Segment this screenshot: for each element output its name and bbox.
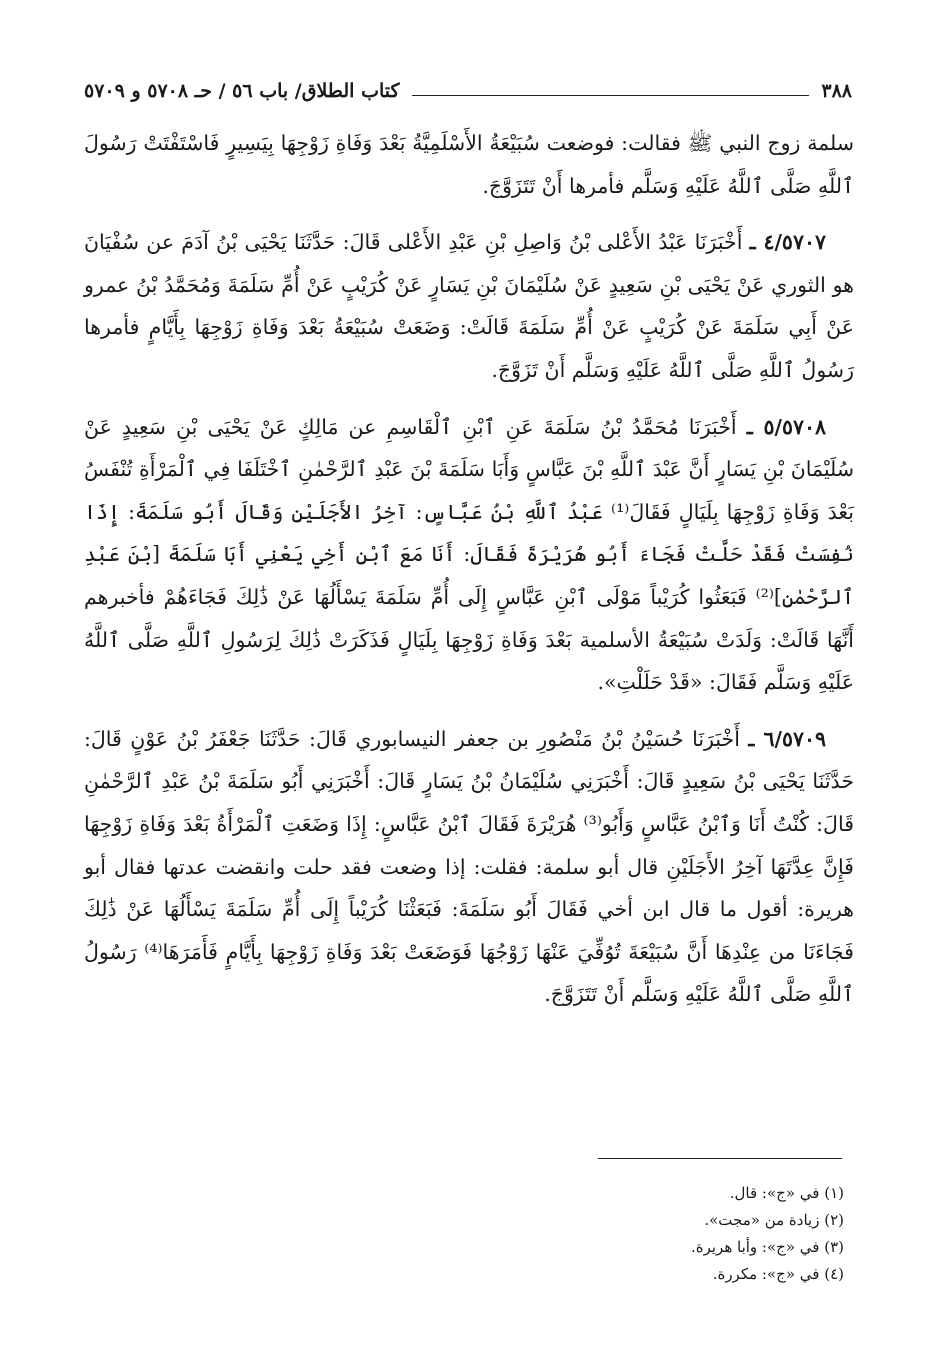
hadith-number: ٦/٥٧٠٩ ـ [748, 726, 826, 751]
hadith-number: ٤/٥٧٠٧ ـ [749, 230, 826, 255]
header-rule [412, 95, 810, 96]
paragraph-text: سلمة زوج النبي ﷺ فقالت: فوضعت سُبَيْعَةُ الأَسْلَمِيَّةُ بَعْدَ وَفَاةِ زَوْجِهَا بِيَسِيرٍ فَاسْتَفْتَتْ رَسُولَ ٱللَّهِ صَلَّى ٱللَّهُ عَلَيْهِ وَسَلَّم فأمرها أَنْ تَتَزَوَّجَ. [84, 131, 854, 198]
hadith-number: ٥/٥٧٠٨ ـ [746, 414, 826, 439]
footnote: (٢) زيادة من «مجت». [704, 1211, 844, 1229]
hadith-text: أَخْبَرَنَا مُحَمَّدُ بْنُ سَلَمَةَ عَنِ ٱبْنِ ٱلْقَاسِمِ عن مَالِكٍ عَنْ يَحْيَى بْنِ سَعِيدٍ عَنْ سُلَيْمَانَ بْنِ يَسَارٍ أَنَّ عَبْدَ ٱللَّهِ بْنَ عَبَّاسٍ وَأَبَا سَلَمَةَ بْنَ عَبْدِ ٱلرَّحْمٰنِ ٱخْتَلَفَا فِي ٱلْمَرْأَةِ تُنْفَسُ بَعْدَ وَفَاةِ زَوْجِهَا بِلَيَالٍ فَقَالَ⁽¹⁾ عَبْدُ ٱللَّهِ بْنُ عَبَّاسٍ: آخِرُ الأَجَلَيْنِ وَقَالَ أَبُو سَلَمَةَ: إِذَا نُفِسَتْ فَقَدْ حَلَّتْ فَجَاءَ أَبُو هُرَيْرَةَ فَقَالَ: أَنَا مَعَ ٱبْنِ أَخِي يَعْنِي أَبَا سَلَمَةَ [بْنَ عَبْدِ ٱلرَّحْمٰنِ]⁽²⁾ فَبَعَثُوا كُرَيْباً مَوْلَى ٱبْنِ عَبَّاسٍ إِلَى أُمِّ سَلَمَةَ يَسْأَلُهَا عَنْ ذَٰلِكَ فَجَاءَهُمْ فأخبرهم أَنَّهَا قَالَتْ: وَلَدَتْ سُبَيْعَةُ الأسلمية بَعْدَ وَفَاةِ زَوْجِهَا بِلَيَالٍ فَذَكَرَتْ ذَٰلِكَ لِرَسُولِ ٱللَّهِ صَلَّى ٱللَّهُ عَلَيْهِ وَسَلَّم فَقَالَ: «قَدْ حَلَلْتِ». [84, 414, 854, 695]
footnote: (٣) في «ج»: وأبا هريرة. [690, 1238, 844, 1256]
hadith-paragraph [84, 221, 854, 391]
hadith-text: أَخْبَرَنَا حُسَيْنُ بْنُ مَنْصُورِ بن جعفر النيسابوري قَالَ: حَدَّثَنَا جَعْفَرُ بْنُ عَوْنٍ قَالَ: حَدَّثَنَا يَحْيَى بْنُ سَعِيدٍ قَالَ: أَخْبَرَنِي سُلَيْمَانُ بْنُ يَسَارٍ قَالَ: أَخْبَرَنِي أَبُو سَلَمَةَ بْنُ عَبْدِ ٱلرَّحْمٰنِ قَالَ: كُنْتُ أَنَا وَٱبْنُ عَبَّاسٍ وَأَبُو⁽³⁾ هُرَيْرَةَ فَقَالَ ٱبْنُ عَبَّاسٍ: إِذَا وَضَعَتِ ٱلْمَرْأَةُ بَعْدَ وَفَاةِ زَوْجِهَا فَإِنَّ عِدَّتَهَا آخِرُ الأَجَلَيْنِ قال أبو سلمة: فقلت: إذا وضعت فقد حلت وانقضت عدتها فقال أبو هريرة: أقول ما قال ابن أخي فَقَالَ أَبُو سَلَمَةَ: فَبَعَثْنَا كُرَيْباً إِلَى أُمِّ سَلَمَةَ يَسْأَلُهَا عَنْ ذَٰلِكَ فَجَاءَنَا من عِنْدِهَا أَنَّ سُبَيْعَةَ تُوُفِّيَ عَنْهَا زَوْجُهَا فَوَضَعَتْ بَعْدَ وَفَاةِ زَوْجِهَا بِأَيَّامٍ فَأَمَرَهَا⁽⁴⁾ رَسُولُ ٱللَّهِ صَلَّى ٱللَّهُ عَلَيْهِ وَسَلَّم أَنْ تَتَزَوَّجَ. [84, 726, 854, 1007]
main-text [84, 122, 854, 1016]
footnote-separator [598, 1158, 842, 1159]
page-header [84, 72, 852, 102]
footnote: (٤) في «ج»: مكررة. [712, 1265, 844, 1283]
paragraph-continuation [84, 122, 854, 207]
footnote: (١) في «ج»: قال. [729, 1184, 844, 1202]
running-title: كتاب الطلاق/ باب ٥٦ / حـ ٥٧٠٨ و ٥٧٠٩ [84, 80, 400, 102]
hadith-paragraph [84, 406, 854, 704]
hadith-text: أَخْبَرَنَا عَبْدُ الأَعْلى بْنُ وَاصِلِ بْنِ عَبْدِ الأَعْلى قَالَ: حَدَّثَنَا يَحْيَى بْنُ آدَمَ عن سُفْيَانَ هو الثوري عَنْ يَحْيَى بْنِ سَعِيدٍ عَنْ سُلَيْمَانَ بْنِ يَسَارٍ عَنْ كُرَيْبٍ عَنْ أُمِّ سَلَمَةَ وَمُحَمَّدُ بْنُ عمرو عَنْ أَبِي سَلَمَةَ عَنْ كُرَيْبٍ عَنْ أُمِّ سَلَمَةَ قَالَتْ: وَضَعَتْ سُبَيْعَةُ بَعْدَ وَفَاةِ زَوْجِهَا بِأَيَّامٍ فأمرها رَسُولُ ٱللَّهِ صَلَّى ٱللَّهُ عَلَيْهِ وَسَلَّم أَنْ تَزَوَّجَ. [84, 230, 854, 382]
page-number: ٣٨٨ [821, 80, 852, 102]
footnotes [400, 1180, 844, 1288]
hadith-paragraph [84, 718, 854, 1016]
